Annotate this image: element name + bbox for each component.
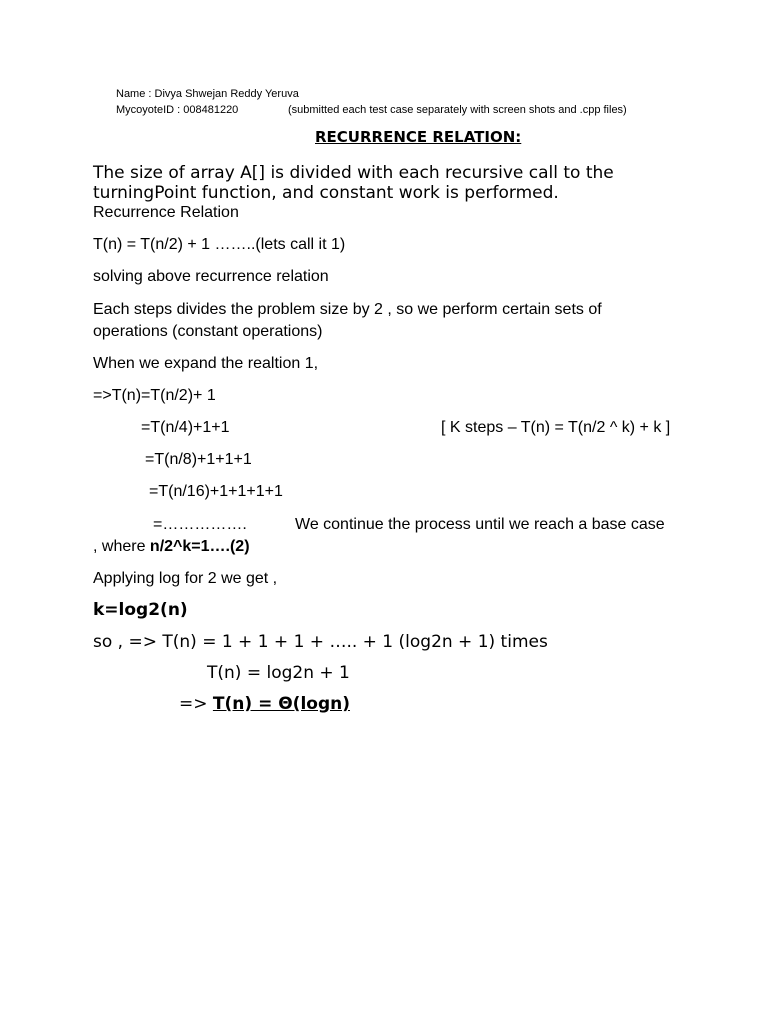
submission-note: (submitted each test case separately with screen shots and .cpp files) [288, 104, 627, 116]
continue-text: We continue the process until we reach a base case [295, 516, 665, 533]
intro-line-1: The size of array A[] is divided with each recursive call to the [93, 163, 614, 183]
expansion-step-4: =T(n/16)+1+1+1+1 [149, 483, 283, 500]
k-steps-note: [ K steps – T(n) = T(n/2 ^ k) + k ] [441, 419, 671, 436]
intro-line-2: turningPoint function, and constant work is performed. [93, 183, 559, 203]
recurrence-heading: Recurrence Relation [93, 204, 239, 221]
expansion-step-3: =T(n/8)+1+1+1 [145, 451, 252, 468]
final-prefix: => [179, 694, 213, 714]
expansion-step-1: =>T(n)=T(n/2)+ 1 [93, 387, 216, 404]
explanation-line-2: operations (constant operations) [93, 323, 323, 340]
expansion-step-5: =……………. [153, 516, 247, 533]
base-case-line [93, 538, 250, 556]
tn-line: T(n) = log2n + 1 [207, 663, 350, 683]
name-line: Name : Divya Shwejan Reddy Yeruva [116, 88, 299, 100]
expand-intro: When we expand the realtion 1, [93, 355, 319, 372]
page-title: RECURRENCE RELATION: [315, 128, 522, 146]
explanation-line-1: Each steps divides the problem size by 2 , so we perform certain sets of [93, 301, 602, 318]
sum-line: so , => T(n) = 1 + 1 + 1 + ….. + 1 (log2n + 1) times [93, 632, 548, 652]
base-case: n/2^k=1….(2) [149, 538, 250, 555]
recurrence-relation: T(n) = T(n/2) + 1 ……..(lets call it 1) [93, 236, 346, 253]
k-result: k=log2(n) [93, 600, 188, 620]
final-result: T(n) = Θ(logn) [212, 694, 350, 714]
final-result-line [179, 694, 350, 714]
where-prefix: , where [93, 538, 150, 555]
solving-text: solving above recurrence relation [93, 268, 329, 285]
expansion-step-2: =T(n/4)+1+1 [141, 419, 230, 436]
apply-log-text: Applying log for 2 we get , [93, 570, 278, 587]
id-line: MycoyoteID : 008481220 [116, 104, 239, 116]
